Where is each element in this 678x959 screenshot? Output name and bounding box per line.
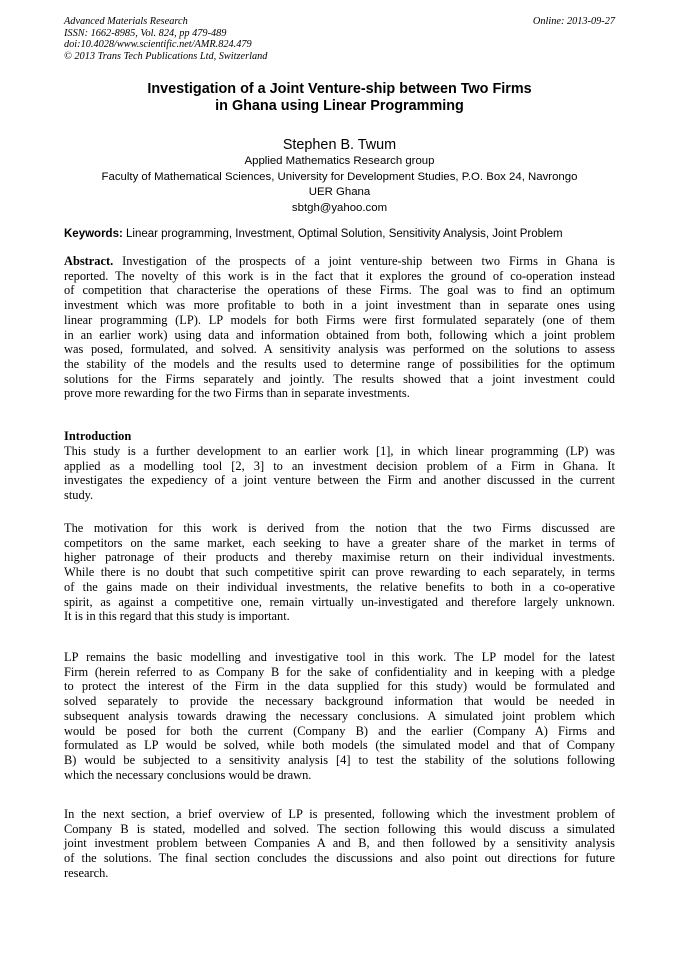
paragraph-line: In the next section, a brief overview of LP is presented, following which the investment problem of [64,807,615,821]
paragraph-line: would be posed for both the current (Company B) and the earlier (Company A) Firms and [64,723,615,738]
paragraph-line: B) would be subjected to a sensitivity analysis [4] to test the stability of the solutions following [64,752,615,767]
abstract-line: in an earlier work) using data and information obtained from both, following which a joint problem [64,327,615,342]
paragraph-line: study. [64,488,94,503]
paragraph-line: solved separately to provide the necessary background information that would be needed in [64,694,615,709]
abstract-line: the stability of the models and the results used to determine range of possibilities for the optimum [64,356,615,371]
online-date: Online: 2013-09-27 [532,16,615,27]
author-faculty: Faculty of Mathematical Sciences, University for Development Studies, P.O. Box 24, Navrongo [101,170,578,183]
paragraph-line: of the solutions. The final section concludes the discussions and also point out directions for future [64,851,615,866]
abstract [64,254,615,401]
abstract-line: reported. The novelty of this work is in the fact that it explores the ground of co-operation instead [64,268,615,283]
keywords [64,227,615,241]
paragraph-line: of the gains made on their individual investments, the relative benefits to both in a co-operative [64,579,615,594]
journal-name: Advanced Materials Research [64,16,188,27]
paragraph-line: This study is a further development to an earlier work [1], in which linear programming (LP) was [64,444,615,458]
paragraph-line: higher patronage of their products and thereby maximise return on their individual investments. [64,550,615,565]
journal-issn: ISSN: 1662-8985, Vol. 824, pp 479-489 [64,27,227,39]
author-group: Applied Mathematics Research group [244,155,435,167]
abstract-label: Abstract. [64,254,114,268]
paragraph-line: to protect the interest of the Firm in the data supplied for this study) would be formulated and [64,679,615,694]
title-line-1: Investigation of a Joint Venture-ship between Two Firms [147,81,532,97]
abstract-line: linear programming (LP). LP models for both Firms were first formulated separately (one of them [64,312,615,327]
paragraph-line: While there is no doubt that such competitive spirit can prove rewarding to each separately, in terms [64,565,615,580]
paragraph-line: research. [64,865,109,880]
journal-doi: doi:10.4028/www.scientific.net/AMR.824.479 [64,39,252,50]
abstract-line: solutions for the Firms separately and jointly. The results showed that a joint investment could [64,371,615,386]
paragraph-line: competitors on the same market, each seeking to have a greater share of the market in terms of [64,535,615,550]
author-name: Stephen B. Twum [282,137,397,153]
paragraph-line: It is in this regard that this study is important. [64,609,290,624]
intro-paragraph-4 [64,807,615,881]
paragraph-line: The motivation for this work is derived from the notion that the two Firms discussed are [64,521,615,535]
paragraph-line: Company B is stated, modelled and solved. The section following this would discuss a simulated [64,821,615,836]
paragraph-line: which the necessary conclusions would be drawn. [64,767,312,782]
intro-paragraph-2 [64,521,615,624]
author-block [40,136,639,216]
journal-copyright: © 2013 Trans Tech Publications Ltd, Switzerland [64,50,268,62]
paragraph-line: investigates the expediency of a joint venture between the Firm and another discussed in the current [64,473,615,488]
paragraph-line: spirit, as against a competitive one, remain virtually un-investigated and therefore largely unknown. [64,594,615,609]
abstract-line: Abstract. Investigation of the prospects of a joint venture-ship between two Firms in Ghana is [64,254,615,268]
title-line-2: in Ghana using Linear Programming [215,98,464,114]
paper-title [64,81,615,115]
abstract-line: of competition that characterise the operations of these Firms. The goal was to find an optimum [64,283,615,298]
author-location: UER Ghana [308,186,371,198]
intro-paragraph-3 [64,650,615,782]
intro-paragraph-1 [64,444,615,503]
keywords-text: Linear programming, Investment, Optimal Solution, Sensitivity Analysis, Joint Problem [122,228,563,240]
journal-header [64,16,615,62]
author-email: sbtgh@yahoo.com [291,201,388,214]
paragraph-line: joint investment problem between Companies A and B, and then followed by a sensitivity analysis [64,836,615,851]
paragraph-line: applied as a modelling tool [2, 3] to an investment decision problem of a Firm in Ghana. It [64,458,615,473]
section-heading-introduction: Introduction [64,429,132,443]
paragraph-line: LP remains the basic modelling and investigative tool in this work. The LP model for the latest [64,650,615,664]
paragraph-line: subsequent analysis towards drawing the necessary conclusions. A simulated joint problem which [64,708,615,723]
keywords-label: Keywords: [64,228,123,240]
paragraph-line: Firm (herein referred to as Company B for the sake of confidentiality and in keeping with a pledge [64,664,615,679]
abstract-line: prove more rewarding for the two Firms than in separate investments. [64,386,410,401]
paragraph-line: formulated as LP would be solved, while both models (the simulated model and that of Company [64,738,615,753]
abstract-line: was posed, formulated, and solved. A sensitivity analysis was performed on the solutions to assess [64,342,615,357]
abstract-line: investment which was more profitable to both in a joint investment than in separate ones using [64,298,615,313]
